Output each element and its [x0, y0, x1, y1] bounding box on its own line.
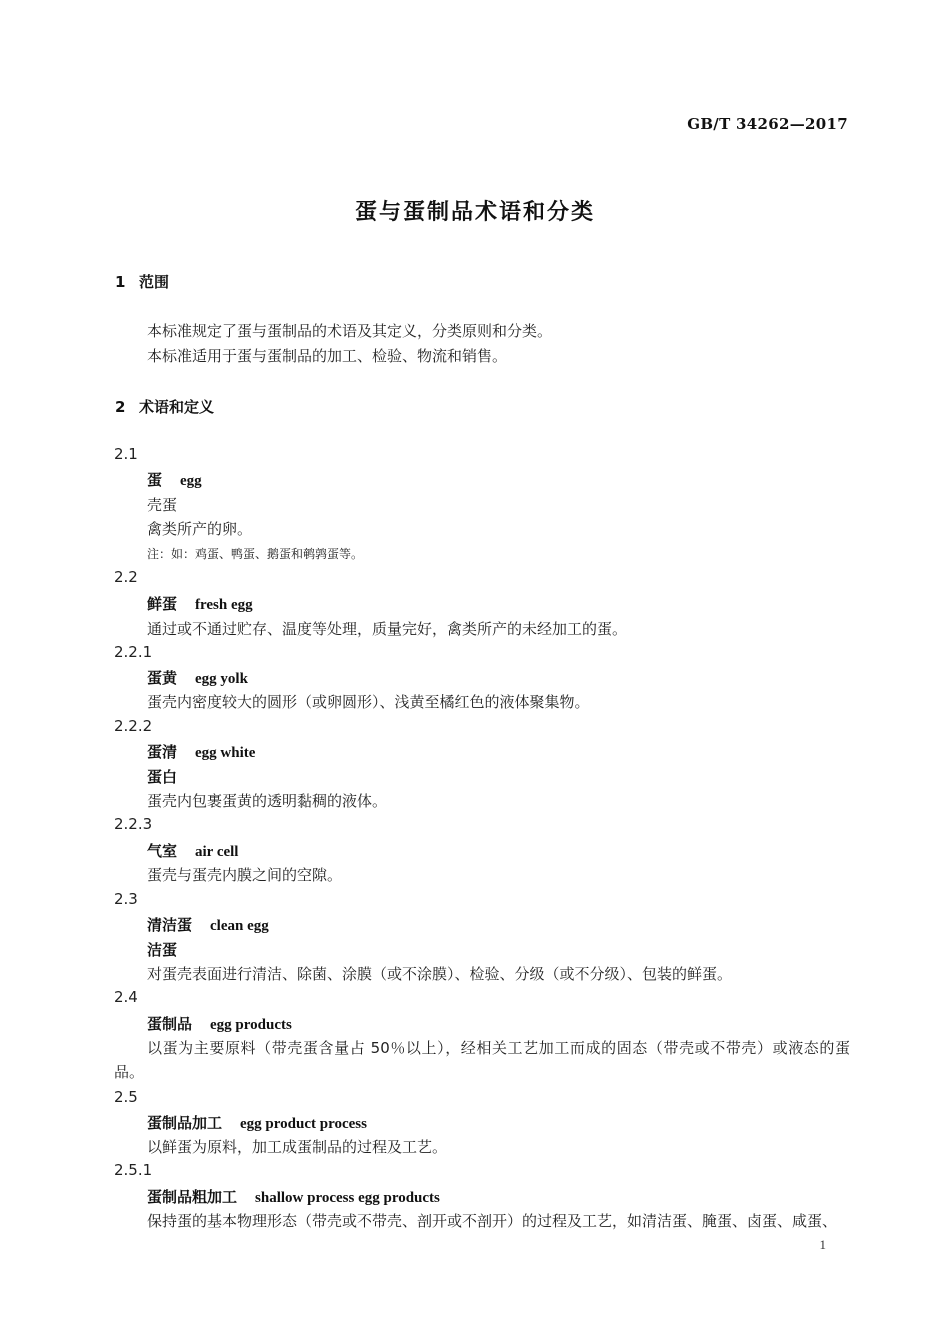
- term-definition: 以蛋为主要原料（带壳蛋含量占 50％以上），经相关工艺加工而成的固态（带壳或不带壳）或液态的蛋品。: [114, 1039, 850, 1081]
- section-title: 术语和定义: [139, 398, 215, 416]
- term-zh: 蛋制品粗加工: [147, 1188, 238, 1206]
- entry-number: 2.2.1: [114, 643, 153, 661]
- term-zh: 蛋制品加工: [147, 1114, 223, 1132]
- term: [147, 469, 202, 490]
- term-definition: 禽类所产的卵。: [147, 520, 253, 538]
- paragraph: 本标准规定了蛋与蛋制品的术语及其定义，分类原则和分类。: [147, 322, 553, 340]
- term: [147, 914, 269, 935]
- term-zh: 蛋制品: [147, 1015, 193, 1033]
- term-en: air cell: [195, 844, 239, 860]
- term-en: clean egg: [210, 918, 269, 934]
- term: [147, 1112, 367, 1133]
- term-en: egg products: [210, 1017, 292, 1033]
- term: [147, 593, 253, 614]
- entry-number: 2.4: [114, 988, 138, 1006]
- entry-number: 2.5.1: [114, 1161, 153, 1179]
- term-zh: 鲜蛋: [147, 595, 178, 613]
- term-definition: 以鲜蛋为原料，加工成蛋制品的过程及工艺。: [147, 1138, 448, 1156]
- page-number: 1: [819, 1237, 826, 1252]
- term-definition: 通过或不通过贮存、温度等处理，质量完好，禽类所产的未经加工的蛋。: [147, 620, 628, 638]
- term-en: egg product process: [240, 1116, 367, 1132]
- term-definition: 对蛋壳表面进行清洁、除菌、涂膜（或不涂膜）、检验、分级（或不分级）、包装的鲜蛋。: [147, 965, 733, 983]
- term: [147, 741, 255, 762]
- section-1-heading: [115, 271, 169, 292]
- term-en: shallow process egg products: [255, 1190, 440, 1206]
- entry-number: 2.2.3: [114, 815, 153, 833]
- term-definition: 蛋壳内密度较大的圆形（或卵圆形）、浅黄至橘红色的液体聚集物。: [147, 693, 590, 711]
- term-synonym: 蛋白: [147, 768, 178, 786]
- entry-number: 2.5: [114, 1088, 138, 1106]
- term-note: 注：如：鸡蛋、鸭蛋、鹅蛋和鹌鹑蛋等。: [147, 547, 364, 561]
- paragraph: 本标准适用于蛋与蛋制品的加工、检验、物流和销售。: [147, 347, 508, 365]
- term-zh: 蛋黄: [147, 669, 178, 687]
- term-definition: 保持蛋的基本物理形态（带壳或不带壳、剖开或不剖开）的过程及工艺，如清洁蛋、腌蛋、卤蛋、咸蛋、: [147, 1212, 838, 1230]
- term-zh: 蛋清: [147, 743, 178, 761]
- term: [147, 1013, 292, 1034]
- entry-number: 2.2.2: [114, 717, 153, 735]
- term-en: egg yolk: [195, 671, 248, 687]
- entry-number: 2.1: [114, 445, 138, 463]
- document-title: 蛋与蛋制品术语和分类: [354, 199, 595, 225]
- term-definition: 蛋壳与蛋壳内膜之间的空隙。: [147, 866, 343, 884]
- term-definition: 蛋壳内包裹蛋黄的透明黏稠的液体。: [147, 792, 388, 810]
- term-synonym: 洁蛋: [147, 941, 178, 959]
- term: [147, 1186, 440, 1207]
- term-en: egg white: [195, 745, 256, 761]
- term-en: fresh egg: [195, 597, 253, 613]
- section-title: 范围: [139, 273, 170, 291]
- term: [147, 667, 248, 688]
- term-en: egg: [180, 473, 202, 489]
- section-number: 2: [115, 398, 126, 416]
- standard-number: GB/T 34262—2017: [687, 115, 848, 133]
- section-number: 1: [115, 273, 126, 291]
- term-zh: 清洁蛋: [147, 916, 193, 934]
- entry-number: 2.2: [114, 568, 138, 586]
- term-zh: 蛋: [147, 471, 163, 489]
- section-2-heading: [115, 396, 214, 417]
- entry-number: 2.3: [114, 890, 138, 908]
- term: [147, 840, 238, 861]
- term-synonym: 壳蛋: [147, 496, 178, 514]
- term-zh: 气室: [147, 842, 178, 860]
